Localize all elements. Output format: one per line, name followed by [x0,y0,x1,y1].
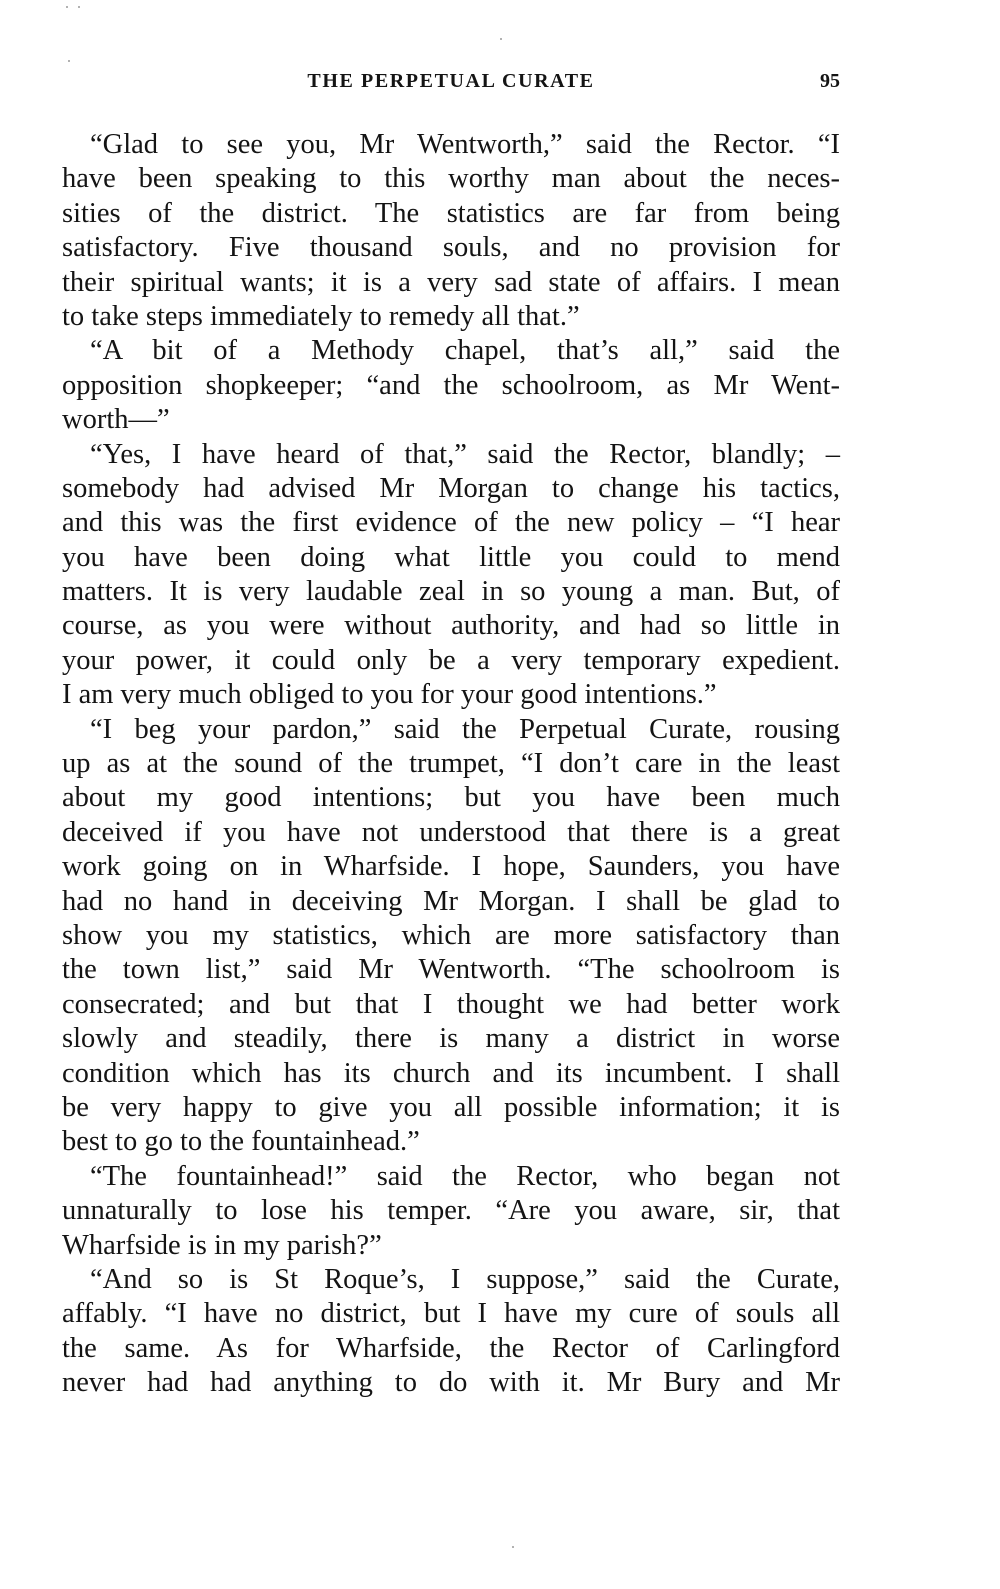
text-line: opposition shopkeeper; “and the schoolroom, as Mr Went- [62,369,840,401]
text-line: be very happy to give you all possible information; it is [62,1091,840,1123]
text-line: “The fountainhead!” said the Rector, who began not [90,1160,840,1192]
text-line: up as at the sound of the trumpet, “I don’t care in the least [62,748,840,780]
text-line: to take steps immediately to remedy all that.” [62,300,580,332]
text-line: “And so is St Roque’s, I suppose,” said the Curate, [90,1263,840,1295]
text-line: condition which has its church and its incumbent. I shall [62,1057,840,1089]
text-line: unnaturally to lose his temper. “Are you aware, sir, that [62,1195,840,1227]
text-line: matters. It is very laudable zeal in so young a man. But, of [62,576,840,608]
text-line: “Yes, I have heard of that,” said the Rector, blandly; – [90,438,840,470]
text-line: deceived if you have not understood that there is a great [62,816,840,848]
text-line: the town list,” said Mr Wentworth. “The schoolroom is [62,954,840,986]
text-line: worth—” [62,404,170,436]
text-line: Wharfside is in my parish?” [62,1229,382,1261]
text-line: work going on in Wharfside. I hope, Saunders, you have [62,851,840,883]
text-line: I am very much obliged to you for your good intentions.” [62,679,717,711]
scan-speck [68,60,70,62]
scan-speck [512,1546,514,1548]
text-line: never had had anything to do with it. Mr Bury and Mr [62,1367,840,1399]
running-title: THE PERPETUAL CURATE [307,70,595,92]
scan-speck [66,6,68,8]
text-line: “I beg your pardon,” said the Perpetual Curate, rousing [90,713,840,745]
text-line: you have been doing what little you could to mend [62,541,840,573]
text-line: somebody had advised Mr Morgan to change his tactics, [62,472,840,504]
text-line: sities of the district. The statistics are far from being [62,197,840,229]
body-text [62,128,840,1400]
text-line: your power, it could only be a very temporary expedient. [62,644,840,676]
text-line: satisfactory. Five thousand souls, and no provision for [62,232,840,264]
scan-speck [78,6,80,8]
text-line: course, as you were without authority, and had so little in [62,610,840,642]
page-number: 95 [820,70,840,92]
text-line: about my good intentions; but you have been much [62,782,840,814]
text-line: and this was the first evidence of the new policy – “I hear [62,507,840,539]
text-line: have been speaking to this worthy man about the neces- [62,163,840,195]
text-line: affably. “I have no district, but I have my cure of souls all [62,1298,840,1330]
text-line: “A bit of a Methody chapel, that’s all,” said the [90,335,840,367]
running-head [62,70,840,100]
text-line: their spiritual wants; it is a very sad state of affairs. I mean [62,266,840,298]
text-line: show you my statistics, which are more satisfactory than [62,919,840,951]
text-line: consecrated; and but that I thought we had better work [62,988,840,1020]
text-line: the same. As for Wharfside, the Rector of Carlingford [62,1332,840,1364]
text-line: “Glad to see you, Mr Wentworth,” said the Rector. “I [90,129,840,160]
text-line: slowly and steadily, there is many a district in worse [62,1023,840,1055]
scan-speck [500,38,502,40]
text-line: best to go to the fountainhead.” [62,1126,420,1158]
text-line: had no hand in deceiving Mr Morgan. I shall be glad to [62,885,840,917]
